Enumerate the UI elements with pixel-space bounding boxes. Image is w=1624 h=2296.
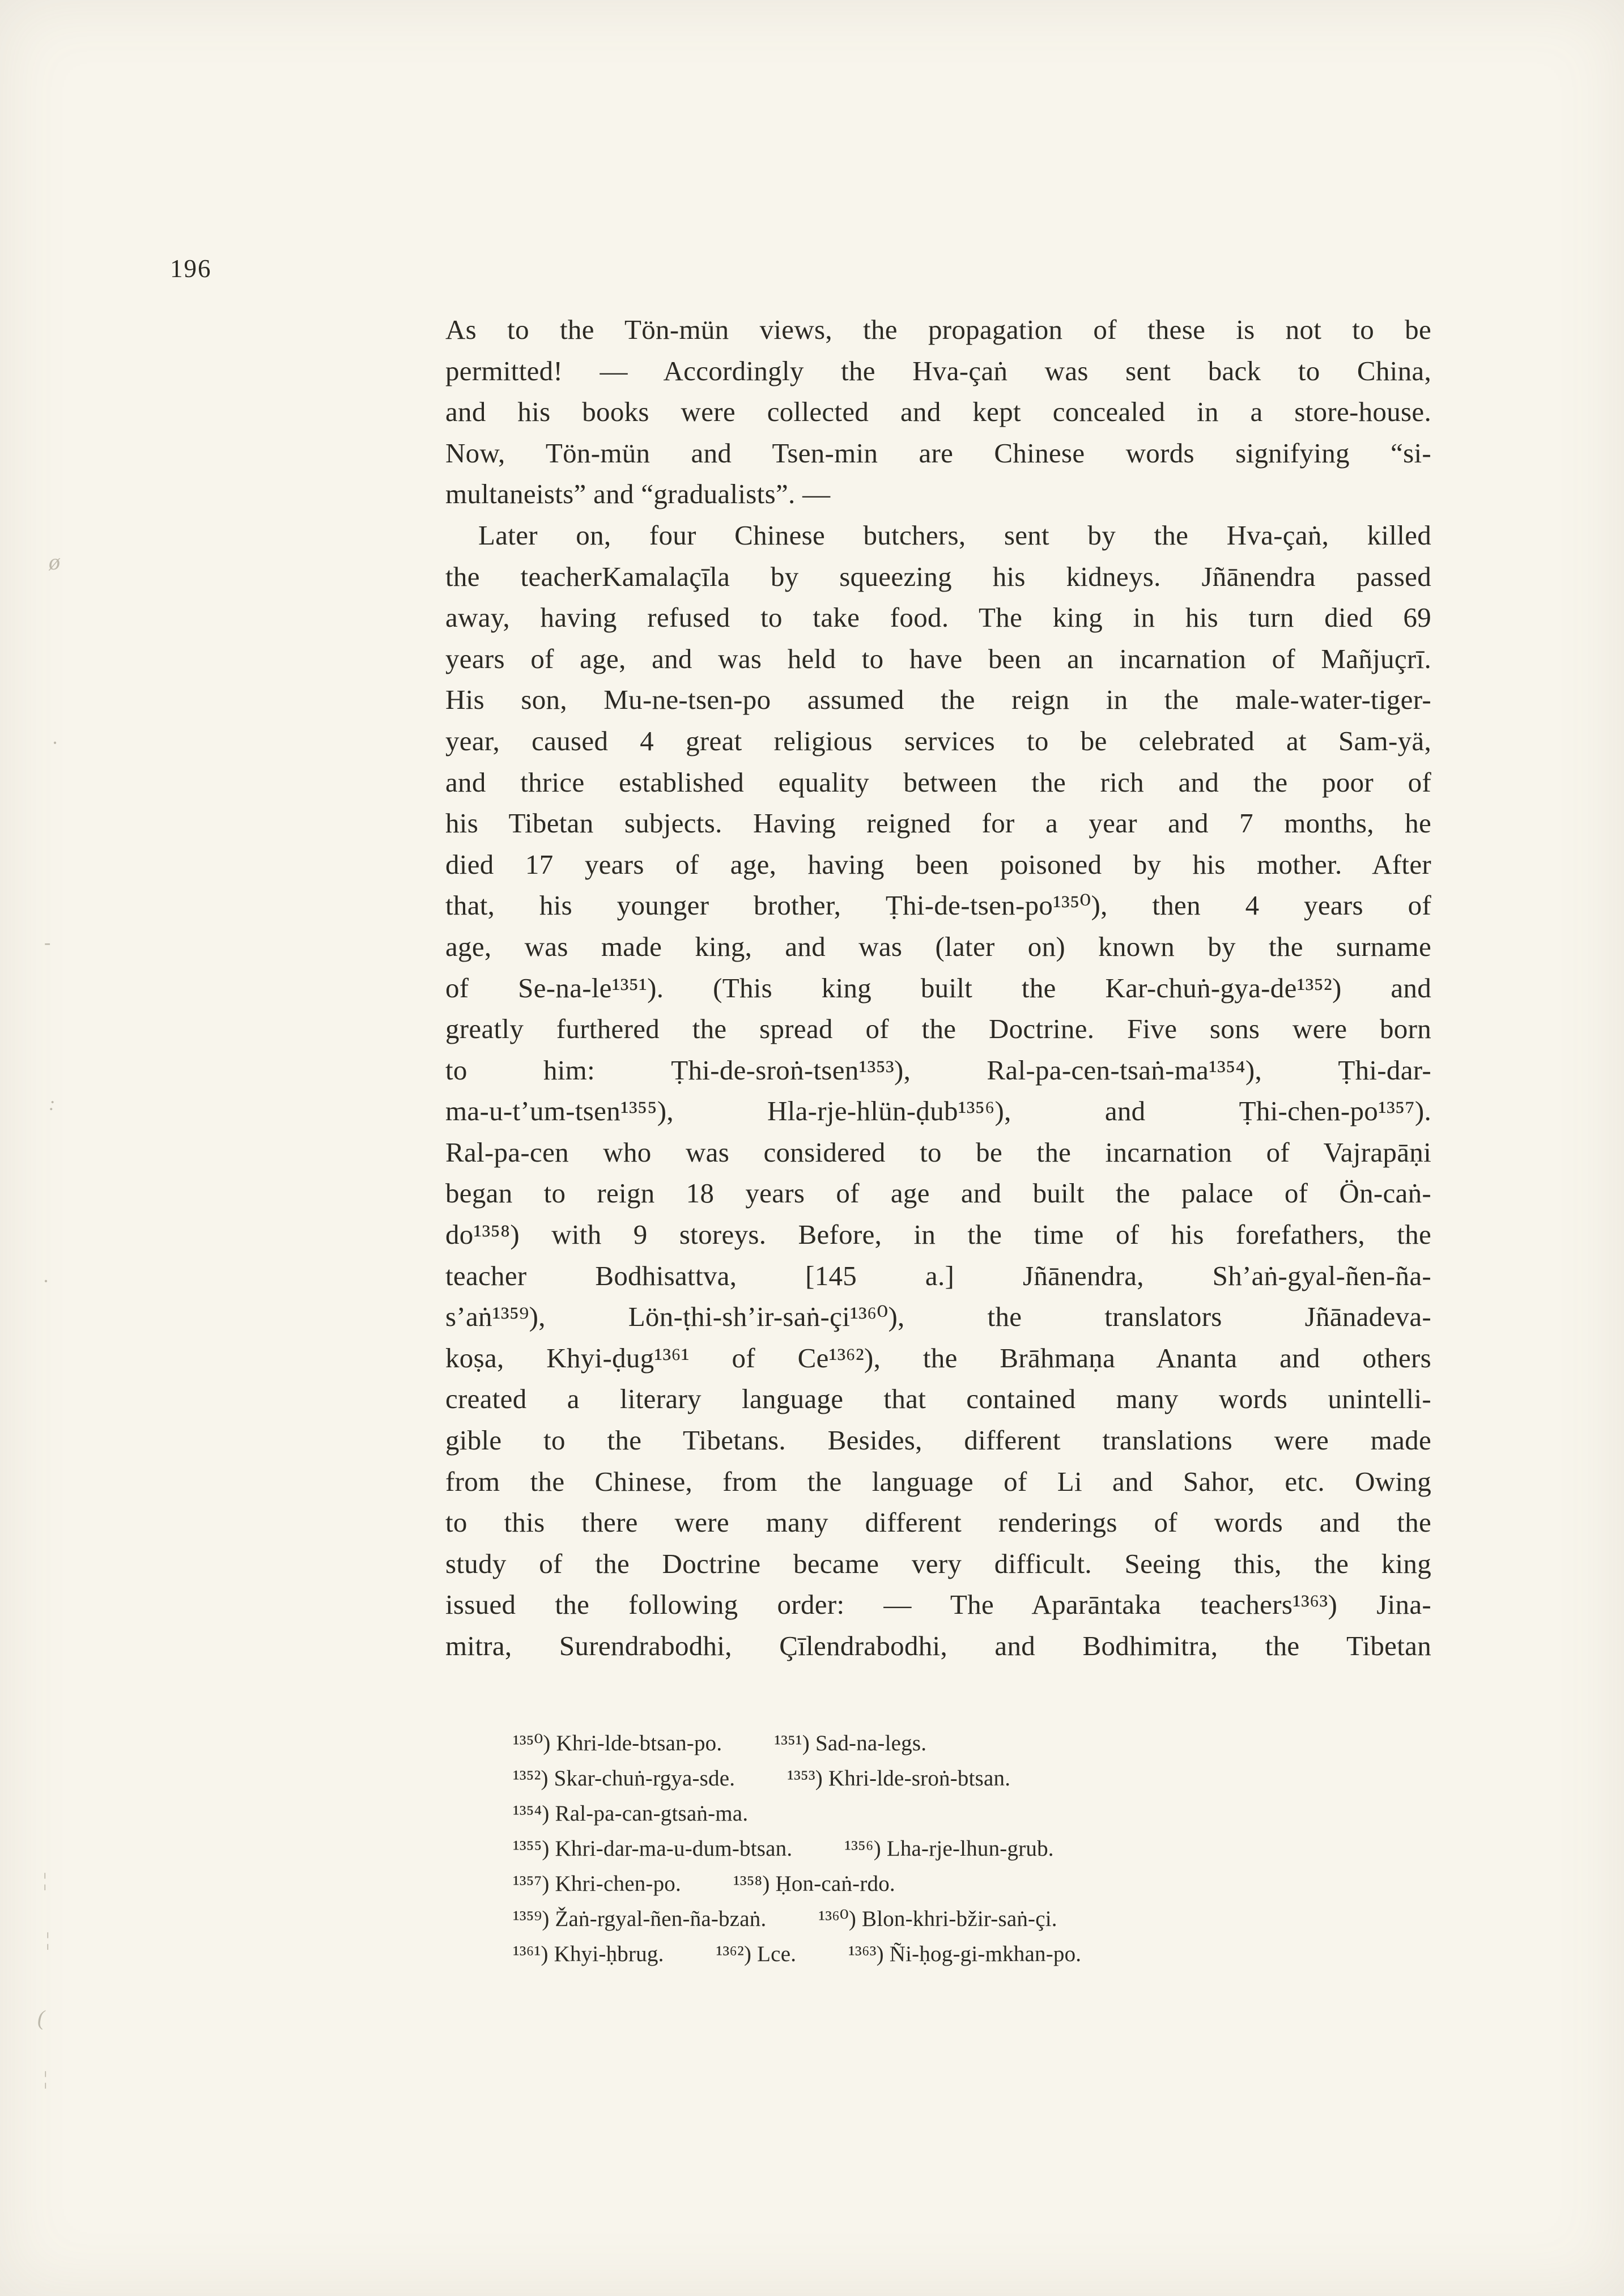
footnote-entry: ¹³⁵²) Skar-chuṅ-rgya-sde. (513, 1766, 736, 1791)
text-line: the teacherKamalaçīla by squeezing his kidneys. Jñānendra passed (445, 560, 1431, 592)
footnote-line (513, 1902, 1434, 1937)
text-line: s’aṅ¹³⁵⁹), Lön-ṭhi-sh’ir-saṅ-çi¹³⁶⁰), the translators Jñānadeva- (445, 1301, 1431, 1333)
text-line: As to the Tön-mün views, the propagation of these is not to be (445, 314, 1431, 345)
text-line: Later on, four Chinese butchers, sent by the Hva-çaṅ, killed (478, 519, 1431, 551)
text-line: gible to the Tibetans. Besides, different translations were made (445, 1425, 1431, 1456)
text-line: and his books were collected and kept concealed in a store-house. (445, 396, 1431, 428)
footnote-entry: ¹³⁵⁴) Ral-pa-can-gtsaṅ-ma. (513, 1801, 749, 1826)
margin-mark: ø (49, 549, 60, 575)
footnote-entry: ¹³⁵⁰) Khri-lde-btsan-po. (513, 1731, 722, 1755)
text-line: teacher Bodhisattva, [145 a.] Jñānendra, Sh’aṅ-gyal-ñen-ña- (445, 1260, 1431, 1291)
margin-mark: ( (37, 2006, 45, 2030)
text-line: study of the Doctrine became very difficult. Seeing this, the king (445, 1547, 1431, 1579)
text-line: multaneists” and “gradualists”. — (445, 478, 831, 510)
text-line: years of age, and was held to have been an incarnation of Mañjuçrī. (445, 643, 1431, 674)
text-line: began to reign 18 years of age and built the palace of Ön-caṅ- (445, 1177, 1431, 1209)
footnote-entry: ¹³⁵⁷) Khri-chen-po. (513, 1872, 681, 1896)
text-line: of Se-na-le¹³⁵¹). (This king built the Kar-chuṅ-gya-de¹³⁵²) and (445, 972, 1431, 1004)
footnote-entry: ¹³⁵⁵) Khri-dar-ma-u-dum-btsan. (513, 1836, 793, 1861)
text-line: age, was made king, and was (later on) known by the surname (445, 930, 1431, 962)
footnote-entry: ¹³⁶⁰) Blon-khri-bžir-saṅ-çi. (818, 1907, 1057, 1931)
footnote-line (513, 1761, 1434, 1796)
text-line: Ral-pa-cen who was considered to be the incarnation of Vajrapāṇi (445, 1136, 1431, 1168)
text-line: issued the following order: — The Aparāntaka teachers¹³⁶³) Jina- (445, 1589, 1431, 1621)
text-line: greatly furthered the spread of the Doctrine. Five sons were born (445, 1013, 1431, 1045)
margin-mark: ¦ (42, 2068, 48, 2089)
text-line: died 17 years of age, having been poisoned by his mother. After (445, 848, 1431, 880)
footnote-line (513, 1937, 1434, 1972)
page-body (445, 309, 1431, 1667)
margin-mark: · (43, 1270, 48, 1292)
text-line: to this there were many different renderings of words and the (445, 1507, 1431, 1538)
footnote-entry: ¹³⁵⁶) Lha-rje-lhun-grub. (844, 1836, 1054, 1861)
footnote-line (513, 1726, 1434, 1761)
footnote-entry: ¹³⁶³) Ñi-ḥog-gi-mkhan-po. (848, 1942, 1082, 1966)
text-line: ma-u-t’um-tsen¹³⁵⁵), Hla-rje-hlün-ḍub¹³⁵⁶), and Ṭhi-chen-po¹³⁵⁷). (445, 1095, 1431, 1127)
footnotes-block (513, 1726, 1434, 1972)
text-line: do¹³⁵⁸) with 9 storeys. Before, in the time of his forefathers, the (445, 1219, 1431, 1251)
footnote-entry: ¹³⁵³) Khri-lde-sroṅ-btsan. (787, 1766, 1011, 1791)
footnote-entry: ¹³⁵⁸) Ḥon-caṅ-rdo. (733, 1872, 895, 1896)
footnote-line (513, 1796, 1434, 1831)
text-line: that, his younger brother, Ṭhi-de-tsen-po¹³⁵⁰), then 4 years of (445, 890, 1431, 921)
text-line: koṣa, Khyi-ḍug¹³⁶¹ of Ce¹³⁶²), the Brāhmaṇa Ananta and others (445, 1342, 1431, 1374)
text-line: Now, Tön-mün and Tsen-min are Chinese words signifying “si- (445, 437, 1431, 469)
footnote-line (513, 1831, 1434, 1866)
footnote-line (513, 1866, 1434, 1902)
footnote-entry: ¹³⁵⁹) Žaṅ-rgyal-ñen-ña-bzaṅ. (513, 1907, 767, 1931)
margin-mark: : (49, 1094, 56, 1115)
margin-mark: · (52, 732, 57, 754)
text-line: mitra, Surendrabodhi, Çīlendrabodhi, and Bodhimitra, the Tibetan (445, 1630, 1431, 1661)
footnote-entry: ¹³⁶²) Lce. (716, 1942, 797, 1966)
text-line: to him: Ṭhi-de-sroṅ-tsen¹³⁵³), Ral-pa-cen-tsaṅ-ma¹³⁵⁴), Ṭhi-dar- (445, 1054, 1431, 1086)
text-line: his Tibetan subjects. Having reigned for a year and 7 months, he (445, 807, 1431, 839)
margin-mark: ¦ (42, 1870, 48, 1891)
text-line: permitted! — Accordingly the Hva-çaṅ was sent back to China, (445, 355, 1431, 386)
footnote-entry: ¹³⁵¹) Sad-na-legs. (774, 1731, 927, 1755)
text-line: year, caused 4 great religious services to be celebrated at Sam-yä, (445, 725, 1431, 756)
text-line: and thrice established equality between the rich and the poor of (445, 766, 1431, 798)
text-line: away, having refused to take food. The king in his turn died 69 (445, 602, 1431, 633)
margin-mark: - (44, 932, 51, 953)
footnote-entry: ¹³⁶¹) Khyi-ḥbrug. (513, 1942, 664, 1966)
text-line: His son, Mu-ne-tsen-po assumed the reign in the male-water-tiger- (445, 684, 1431, 716)
page-number: 196 (170, 254, 212, 283)
text-line: created a literary language that contained many words unintelli- (445, 1383, 1431, 1415)
margin-mark: ¦ (45, 1929, 50, 1950)
text-line: from the Chinese, from the language of Li and Sahor, etc. Owing (445, 1465, 1431, 1497)
